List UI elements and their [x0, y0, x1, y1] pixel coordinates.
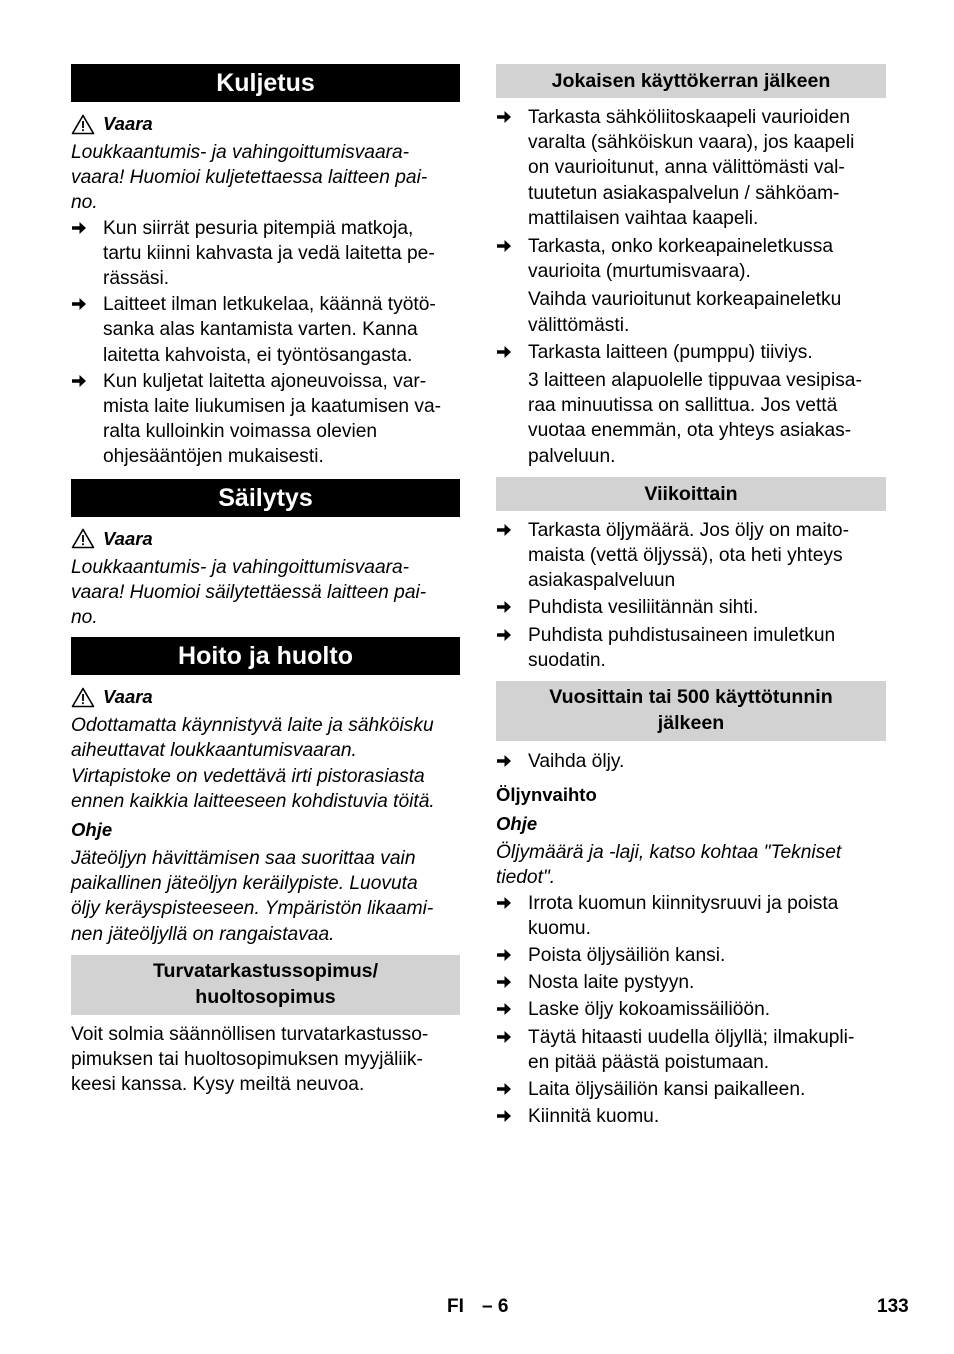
- note-text: Öljymäärä ja -laji, katso kohtaa "Tekniset tiedot".: [496, 842, 842, 889]
- list-item-text: Poista öljysäiliön kansi.: [528, 945, 726, 967]
- arrow-right-icon: [496, 623, 528, 643]
- arrow-right-icon: [496, 943, 528, 963]
- arrow-right-icon: [496, 340, 528, 360]
- list-item: [496, 970, 886, 995]
- list-item: [496, 595, 886, 620]
- section-title-viikoittain: Viikoittain: [496, 477, 886, 511]
- list-item-text: Vaihda öljy.: [528, 751, 625, 773]
- arrow-right-icon: [496, 1077, 528, 1097]
- list-item-text: Kun kuljetat laitetta ajoneuvoissa, var- mista laite liukumisen ja kaatumisen va- ralta kulloinkin voimassa olevien ohjesääntöjen mukaisesti.: [103, 370, 442, 468]
- right-column: [496, 64, 886, 1130]
- list-item: [71, 216, 460, 292]
- footer-section-page: – 6: [482, 1296, 509, 1317]
- footer-page-number: 133: [877, 1296, 909, 1317]
- warning-triangle-icon: [71, 687, 95, 708]
- arrow-right-icon: [496, 1104, 528, 1124]
- arrow-right-icon: [496, 997, 528, 1017]
- arrow-right-icon: [71, 216, 103, 236]
- list-item-text: Irrota kuomun kiinnitysruuvi ja poista kuomu.: [528, 892, 839, 939]
- list-item: [496, 340, 886, 365]
- warning-heading: [71, 685, 460, 709]
- left-column: [71, 64, 460, 1097]
- arrow-right-icon: [496, 105, 528, 125]
- arrow-right-icon: [496, 970, 528, 990]
- warning-text: Loukkaantumis- ja vahingoittumisvaara- vaara! Huomioi säilytettäessä laitteen pai- no.: [71, 556, 427, 629]
- arrow-right-icon: [496, 891, 528, 911]
- list-item: [496, 105, 886, 231]
- list-item-text: Nosta laite pystyyn.: [528, 972, 695, 994]
- arrow-right-icon: [71, 369, 103, 389]
- arrow-right-icon: [496, 1025, 528, 1045]
- paragraph: 3 laitteen alapuolelle tippuvaa vesipisa- raa minuutissa on sallittua. Jos vettä vuotaa enemmän, ota yhteys asiakas- palveluun.: [528, 370, 862, 467]
- list-item-text: Laske öljy kokoamissäiliöön.: [528, 999, 771, 1021]
- list-item: [496, 1077, 886, 1102]
- list-item-text: Kiinnitä kuomu.: [528, 1106, 660, 1128]
- list-item: [496, 518, 886, 594]
- arrow-right-icon: [71, 292, 103, 312]
- list-item-text: Tarkasta, onko korkeapaineletkussa vaurioita (murtumisvaara).: [528, 236, 834, 283]
- list-item-text: Laita öljysäiliön kansi paikalleen.: [528, 1079, 806, 1101]
- section-title-jokaisen: Jokaisen käyttökerran jälkeen: [496, 64, 886, 98]
- list-item-text: Puhdista vesiliitännän sihti.: [528, 597, 759, 619]
- paragraph: Voit solmia säännöllisen turvatarkastusso- pimuksen tai huoltosopimuksen myyjäliik- keesi kanssa. Kysy meiltä neuvoa.: [71, 1023, 429, 1096]
- warning-text: Loukkaantumis- ja vahingoittumisvaara- vaara! Huomioi kuljetettaessa laitteen pai- no.: [71, 142, 428, 214]
- subheading-oljynvaihto: Öljynvaihto: [496, 784, 597, 806]
- note-label: Ohje: [71, 819, 113, 841]
- footer-language: FI: [447, 1296, 464, 1317]
- list-item: [496, 234, 886, 284]
- note-label: Ohje: [496, 813, 538, 835]
- arrow-right-icon: [496, 749, 528, 769]
- warning-triangle-icon: [71, 114, 95, 135]
- list-item: [496, 1025, 886, 1075]
- warning-label: Vaara: [103, 686, 153, 708]
- list-item: [71, 292, 460, 368]
- list-item: [496, 623, 886, 673]
- list-item-text: Tarkasta laitteen (pumppu) tiiviys.: [528, 341, 813, 363]
- section-title-turvatarkastus: Turvatarkastussopimus/ huoltosopimus: [71, 955, 460, 1015]
- warning-heading: [71, 112, 460, 136]
- arrow-right-icon: [496, 595, 528, 615]
- list-item: [71, 369, 460, 470]
- paragraph: Vaihda vaurioitunut korkeapaineletku välittömästi.: [528, 289, 842, 336]
- warning-triangle-icon: [71, 528, 95, 549]
- arrow-right-icon: [496, 234, 528, 254]
- list-item-text: Tarkasta sähköliitoskaapeli vaurioiden varalta (sähköiskun vaara), jos kaapeli on vaurioitunut, anna välittömästi val- tuutetun asiakaspalvelun / sähköam- mattilaisen vaihtaa kaapeli.: [528, 107, 855, 229]
- list-item: [496, 891, 886, 941]
- note-text: Jäteöljyn hävittämisen saa suorittaa vain paikallinen jäteöljyn keräilypiste. Luovuta öljy keräyspisteeseen. Ympäristön likaami- nen jäteöljyllä on rangaistavaa.: [71, 848, 434, 945]
- list-item: [496, 997, 886, 1022]
- section-title-kuljetus: Kuljetus: [71, 64, 460, 102]
- warning-text: Odottamatta käynnistyvä laite ja sähköisku aiheuttavat loukkaantumisvaaran. Virtapistoke on vedettävä irti pistorasiasta ennen kaikkia laitteeseen kohdistuvia töitä.: [71, 715, 435, 812]
- list-item-text: Täytä hitaasti uudella öljyllä; ilmakupli- en pitää päästä poistumaan.: [528, 1026, 855, 1073]
- list-item-text: Laitteet ilman letkukelaa, käännä työtö- sanka alas kantamista varten. Kanna laitetta kahvoista, ei työntösangasta.: [103, 294, 436, 366]
- section-title-hoito: Hoito ja huolto: [71, 637, 460, 675]
- list-item-text: Puhdista puhdistusaineen imuletkun suodatin.: [528, 624, 836, 671]
- list-item: [496, 943, 886, 968]
- list-item-text: Kun siirrät pesuria pitempiä matkoja, tartu kiinni kahvasta ja vedä laitetta pe- rässäsi.: [103, 217, 435, 290]
- warning-label: Vaara: [103, 113, 153, 134]
- warning-heading: [71, 527, 460, 551]
- section-title-sailytys: Säilytys: [71, 479, 460, 517]
- arrow-right-icon: [496, 518, 528, 538]
- list-item: [496, 749, 886, 774]
- list-item-text: Tarkasta öljymäärä. Jos öljy on maito- maista (vettä öljyssä), ota heti yhteys asiakaspalveluun: [528, 519, 849, 592]
- list-item: [496, 1104, 886, 1129]
- section-title-vuosittain: Vuosittain tai 500 käyttötunnin jälkeen: [496, 681, 886, 741]
- warning-label: Vaara: [103, 527, 153, 549]
